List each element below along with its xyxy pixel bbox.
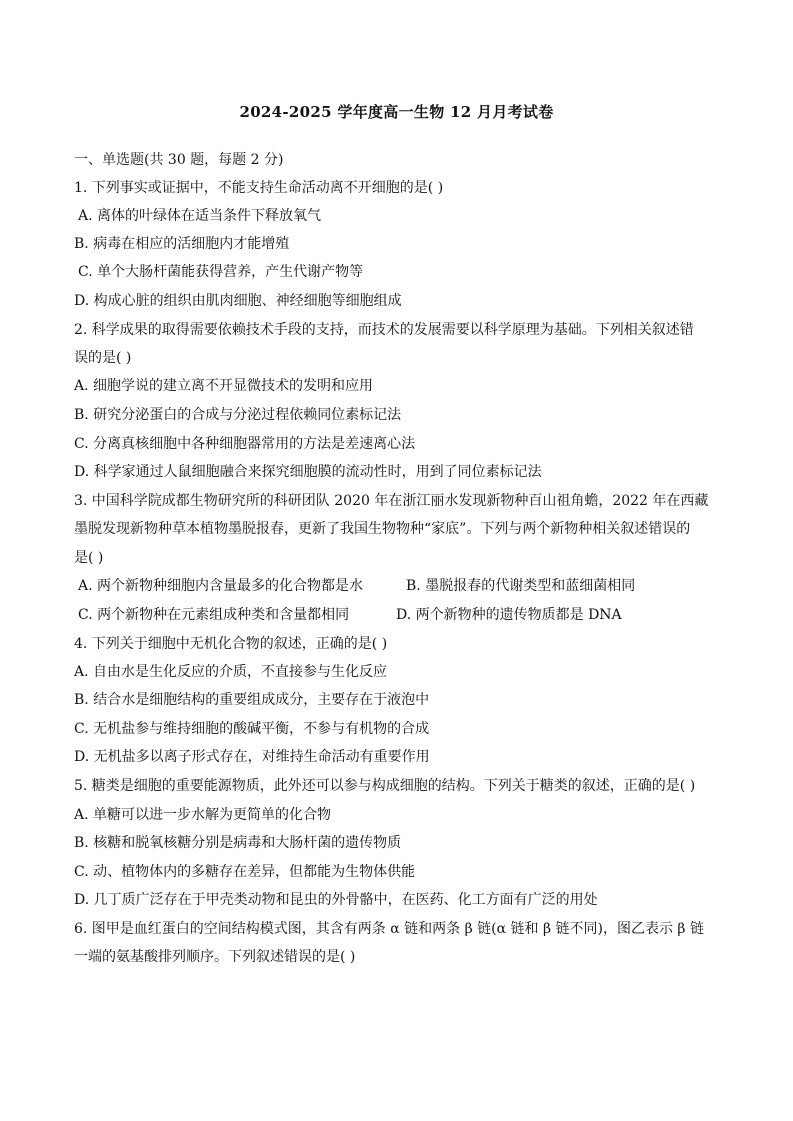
q5-stem: 5. 糖类是细胞的重要能源物质，此外还可以参与构成细胞的结构。下列关于糖类的叙述，正确的是( ) <box>74 778 696 794</box>
q6-stem-line1: 6. 图甲是血红蛋白的空间结构模式图，其含有两条 α 链和两条 β 链(α 链和 β 链不同)，图乙表示 β 链 <box>74 921 704 937</box>
q2-option-d: D. 科学家通过人鼠细胞融合来探究细胞膜的流动性时，用到了同位素标记法 <box>74 464 542 480</box>
q1-option-c: C. 单个大肠杆菌能获得营养，产生代谢产物等 <box>78 264 364 280</box>
q5-option-d: D. 几丁质广泛存在于甲壳类动物和昆虫的外骨骼中，在医药、化工方面有广泛的用处 <box>74 892 598 908</box>
q1-option-a: A. 离体的叶绿体在适当条件下释放氧气 <box>78 208 322 224</box>
q3-stem-line3: 是( ) <box>74 550 104 566</box>
q1-option-b: B. 病毒在相应的活细胞内才能增殖 <box>74 236 290 252</box>
q6-stem-line2: 一端的氨基酸排列顺序。下列叙述错误的是( ) <box>74 949 356 965</box>
q3-option-c: C. 两个新物种在元素组成种类和含量都相同 <box>78 607 350 623</box>
q3-options-row1 <box>78 576 733 596</box>
q2-stem-line1: 2. 科学成果的取得需要依赖技术手段的支持，而技术的发展需要以科学原理为基础。下列相关叙述错 <box>74 322 694 338</box>
section-heading: 一、单选题(共 30 题，每题 2 分) <box>74 152 284 168</box>
q3-stem-line1: 3. 中国科学院成都生物研究所的科研团队 2020 年在浙江丽水发现新物种百山祖角蟾，2022 年在西藏 <box>74 493 709 509</box>
q5-option-a: A. 单糖可以进一步水解为更简单的化合物 <box>74 807 332 823</box>
q2-option-a: A. 细胞学说的建立离不开显微技术的发明和应用 <box>74 378 374 394</box>
q2-stem-line2: 误的是( ) <box>74 350 132 366</box>
q5-option-c: C. 动、植物体内的多糖存在差异，但都能为生物体供能 <box>74 864 416 880</box>
q2-option-c: C. 分离真核细胞中各种细胞器常用的方法是差速离心法 <box>74 436 416 452</box>
q3-options-row2 <box>78 605 733 625</box>
exam-title: 2024-2025 学年度高一生物 12 月月考试卷 <box>239 103 554 121</box>
q4-option-a: A. 自由水是生化反应的介质，不直接参与生化反应 <box>74 664 388 680</box>
q1-stem: 1. 下列事实或证据中，不能支持生命活动离不开细胞的是( ) <box>74 180 444 196</box>
q1-option-d: D. 构成心脏的组织由肌肉细胞、神经细胞等细胞组成 <box>74 293 402 309</box>
q3-option-a: A. 两个新物种细胞内含量最多的化合物都是水 <box>78 578 364 594</box>
q2-option-b: B. 研究分泌蛋白的合成与分泌过程依赖同位素标记法 <box>74 407 402 423</box>
q4-stem: 4. 下列关于细胞中无机化合物的叙述，正确的是( ) <box>74 636 388 652</box>
q3-option-d: D. 两个新物种的遗传物质都是 DNA <box>396 607 622 623</box>
q4-option-c: C. 无机盐参与维持细胞的酸碱平衡，不参与有机物的合成 <box>74 721 430 737</box>
q5-option-b: B. 核糖和脱氧核糖分别是病毒和大肠杆菌的遗传物质 <box>74 835 402 851</box>
q4-option-b: B. 结合水是细胞结构的重要组成成分，主要存在于液泡中 <box>74 692 430 708</box>
q3-option-b: B. 墨脱报春的代谢类型和蓝细菌相同 <box>406 578 636 594</box>
q3-stem-line2: 墨脱发现新物种草本植物墨脱报春，更新了我国生物物种“家底”。下列与两个新物种相关叙述错误的 <box>74 521 691 537</box>
q4-option-d: D. 无机盐多以离子形式存在，对维持生命活动有重要作用 <box>74 749 430 765</box>
